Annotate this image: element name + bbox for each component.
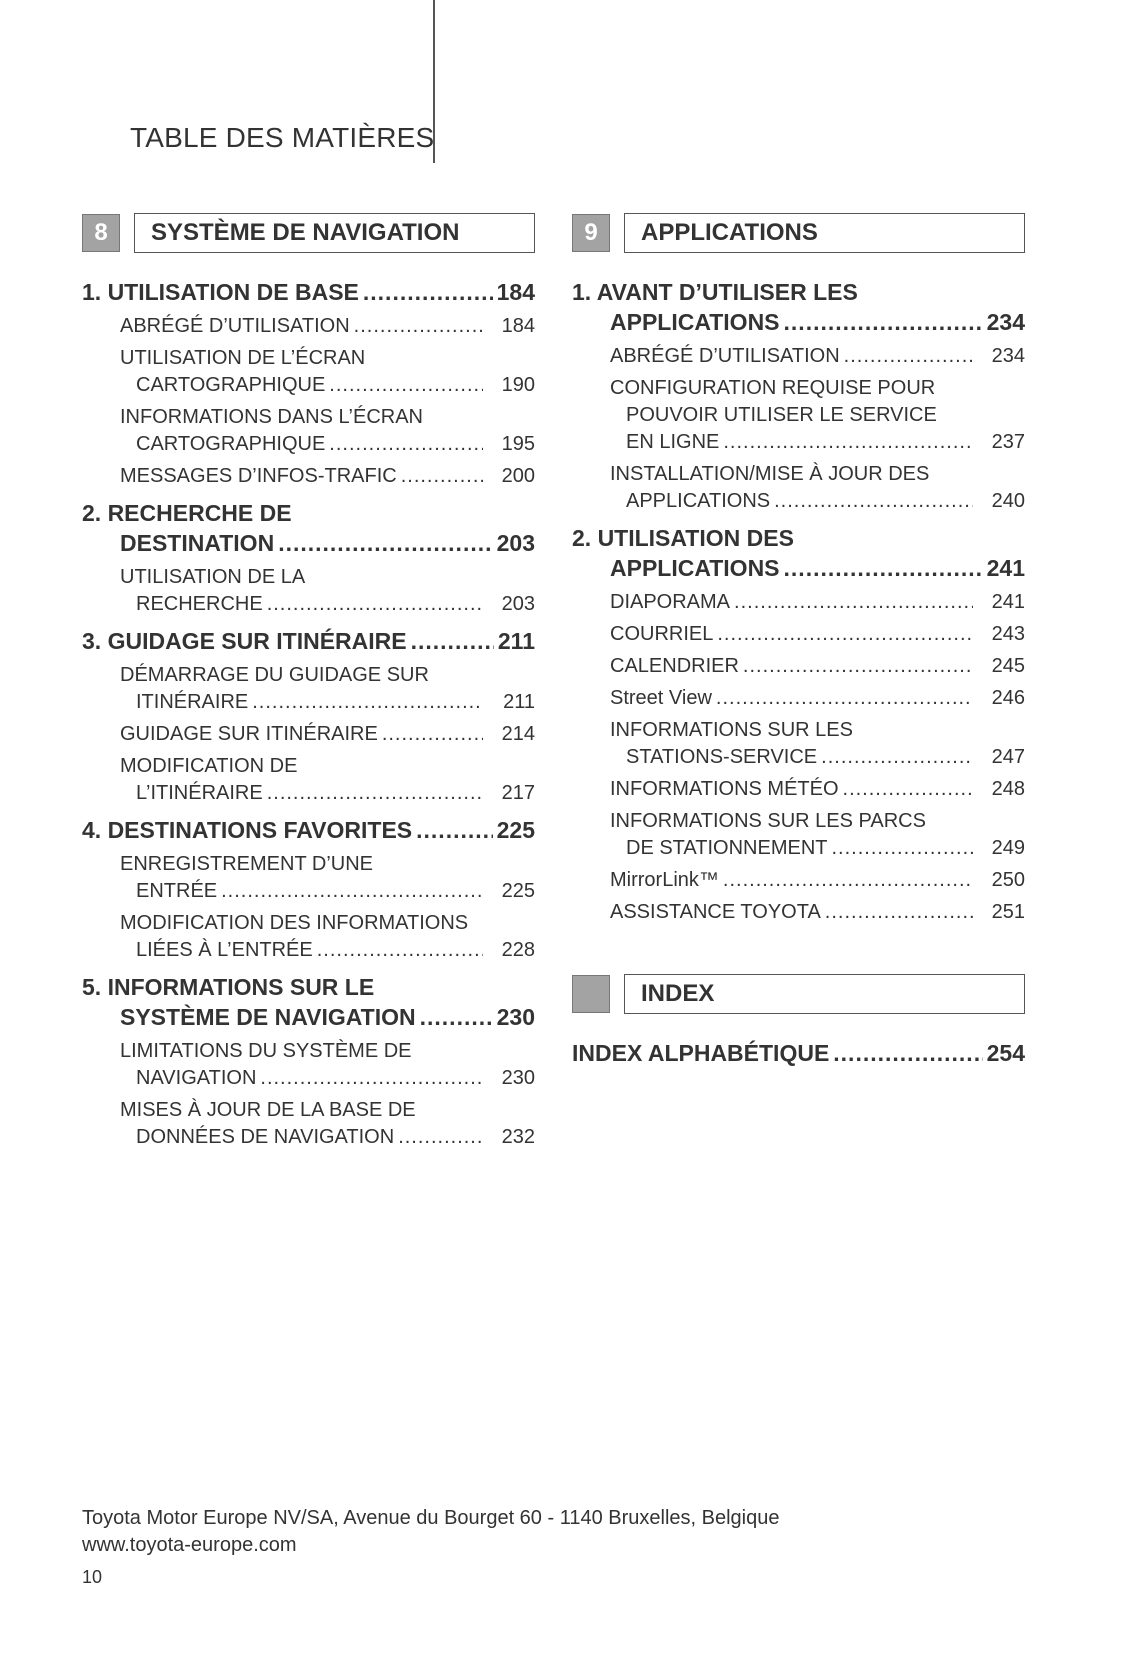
toc-item-text: ITINÉRAIRE	[136, 691, 249, 713]
chapter-title: APPLICATIONS	[610, 555, 780, 581]
toc-item[interactable]	[120, 564, 535, 618]
section-header-navigation	[82, 213, 535, 253]
toc-item-row	[610, 488, 1025, 515]
toc-item-text-line: INFORMATIONS SUR LES	[610, 719, 853, 741]
leader-dots	[717, 621, 973, 648]
toc-item-text: EN LIGNE	[626, 431, 720, 453]
toc-item-text: RECHERCHE	[136, 593, 263, 615]
toc-item-row	[120, 463, 535, 490]
leader-dots	[401, 463, 483, 490]
toc-item-text: ASSISTANCE TOYOTA	[610, 901, 821, 923]
chapter-title: 4. DESTINATIONS FAVORITES	[82, 817, 413, 843]
chapter-title: 3. GUIDAGE SUR ITINÉRAIRE	[82, 628, 407, 654]
toc-item[interactable]	[120, 721, 535, 748]
page-title: TABLE DES MATIÈRES	[130, 122, 435, 153]
leader-dots	[734, 589, 973, 616]
leader-dots	[844, 343, 973, 370]
toc-item-row	[120, 313, 535, 340]
leader-dots	[267, 780, 483, 807]
toc-item-page-number: 248	[991, 778, 1025, 800]
toc-item-page-number: 237	[991, 431, 1025, 453]
toc-item[interactable]	[120, 313, 535, 340]
toc-item-row	[610, 744, 1025, 771]
toc-item-page-number: 203	[501, 593, 535, 615]
chapter-heading[interactable]	[82, 815, 535, 845]
leader-dots	[317, 937, 483, 964]
chapter-heading[interactable]	[82, 528, 535, 558]
toc-item[interactable]	[610, 808, 1025, 862]
leader-dots	[420, 1002, 493, 1032]
toc-item-page-number: 200	[501, 465, 535, 487]
toc-item-page-number: 247	[991, 746, 1025, 768]
toc-item-text: DE STATIONNEMENT	[626, 837, 828, 859]
chapter	[82, 815, 535, 964]
chapter	[82, 277, 535, 490]
leader-dots	[416, 815, 492, 845]
toc-item[interactable]	[120, 1038, 535, 1092]
toc-item-page-number: 246	[991, 687, 1025, 709]
leader-dots	[252, 689, 483, 716]
chapter-list	[572, 277, 1025, 926]
publisher-address: Toyota Motor Europe NV/SA, Avenue du Bourget 60 - 1140 Bruxelles, Belgique	[82, 1507, 780, 1529]
publisher-website[interactable]: www.toyota-europe.com	[82, 1534, 297, 1556]
leader-dots	[743, 653, 973, 680]
leader-dots	[784, 307, 983, 337]
item-list	[82, 662, 535, 807]
toc-item-text-line: UTILISATION DE L’ÉCRAN	[120, 347, 366, 369]
chapter-page-number: 211	[497, 628, 535, 654]
toc-item-row	[610, 653, 1025, 680]
chapter-heading-line: 2. RECHERCHE DE	[82, 500, 292, 526]
toc-item-text-line: ENREGISTREMENT D’UNE	[120, 853, 373, 875]
toc-item-row	[610, 343, 1025, 370]
publisher-footer	[82, 1505, 779, 1559]
toc-item-page-number: 234	[991, 345, 1025, 367]
toc-item-row	[610, 685, 1025, 712]
section-number-badge	[572, 975, 610, 1013]
leader-dots	[278, 528, 492, 558]
toc-item[interactable]	[120, 753, 535, 807]
toc-item-text: ENTRÉE	[136, 880, 218, 902]
toc-item-text: ABRÉGÉ D’UTILISATION	[120, 315, 350, 337]
toc-item-text: NAVIGATION	[136, 1067, 257, 1089]
toc-item-row	[120, 1124, 535, 1151]
leader-dots	[398, 1124, 483, 1151]
toc-item-text: INFORMATIONS MÉTÉO	[610, 778, 839, 800]
toc-item-row	[610, 899, 1025, 926]
toc-item-page-number: 225	[501, 880, 535, 902]
toc-item-text-line: POUVOIR UTILISER LE SERVICE	[626, 404, 937, 426]
toc-item-text: DIAPORAMA	[610, 591, 731, 613]
toc-item[interactable]	[610, 867, 1025, 894]
toc-item-row	[610, 867, 1025, 894]
leader-dots	[774, 488, 973, 515]
chapter-title: 1. UTILISATION DE BASE	[82, 279, 359, 305]
leader-dots	[716, 685, 973, 712]
toc-item[interactable]	[610, 343, 1025, 370]
leader-dots	[363, 277, 493, 307]
leader-dots	[354, 313, 483, 340]
toc-item-text-line: UTILISATION DE LA	[120, 566, 306, 588]
toc-item-text: ABRÉGÉ D’UTILISATION	[610, 345, 840, 367]
leader-dots	[825, 899, 973, 926]
leader-dots	[221, 878, 483, 905]
toc-item-page-number: 249	[991, 837, 1025, 859]
leader-dots	[329, 372, 483, 399]
toc-item[interactable]	[610, 653, 1025, 680]
leader-dots	[260, 1065, 483, 1092]
chapter-title: DESTINATION	[120, 530, 275, 556]
toc-item-row	[610, 429, 1025, 456]
chapter-heading[interactable]	[82, 1002, 535, 1032]
toc-item-text: STATIONS-SERVICE	[626, 746, 818, 768]
index-entry-page: 254	[986, 1040, 1025, 1066]
toc-item-row	[120, 591, 535, 618]
toc-item-page-number: 240	[991, 490, 1025, 512]
leader-dots	[382, 721, 483, 748]
leader-dots	[821, 744, 973, 771]
toc-item-text: MESSAGES D’INFOS-TRAFIC	[120, 465, 397, 487]
toc-item-page-number: 184	[501, 315, 535, 337]
toc-item-page-number: 228	[501, 939, 535, 961]
chapter	[82, 972, 535, 1151]
chapter-title: APPLICATIONS	[610, 309, 780, 335]
toc-item-page-number: 190	[501, 374, 535, 396]
section-header-applications	[572, 213, 1025, 253]
toc-item-text-line: MODIFICATION DES INFORMATIONS	[120, 912, 469, 934]
toc-item[interactable]	[120, 851, 535, 905]
toc-item-row	[610, 776, 1025, 803]
toc-item-text-line: INSTALLATION/MISE À JOUR DES	[610, 463, 930, 485]
toc-item-text: CALENDRIER	[610, 655, 739, 677]
toc-item[interactable]	[120, 463, 535, 490]
toc-item-page-number: 217	[501, 782, 535, 804]
toc-item-page-number: 250	[991, 869, 1025, 891]
toc-item-text: L’ITINÉRAIRE	[136, 782, 263, 804]
toc-item-row	[120, 1065, 535, 1092]
chapter-heading-line: 2. UTILISATION DES	[572, 525, 794, 551]
leader-dots	[831, 835, 973, 862]
chapter-heading[interactable]	[82, 626, 535, 656]
item-list	[572, 589, 1025, 926]
chapter-list	[82, 277, 535, 1151]
toc-item-text: MirrorLink™	[610, 869, 719, 891]
chapter-heading-line: 5. INFORMATIONS SUR LE	[82, 974, 375, 1000]
toc-item-page-number: 251	[991, 901, 1025, 923]
index-entry[interactable]	[572, 1038, 1025, 1068]
chapter-heading-line: 1. AVANT D’UTILISER LES	[572, 279, 858, 305]
toc-item[interactable]	[120, 662, 535, 716]
left-column	[82, 213, 535, 1156]
section-number-badge: 8	[82, 214, 120, 252]
item-list	[82, 1038, 535, 1151]
leader-dots	[267, 591, 483, 618]
chapter-title: SYSTÈME DE NAVIGATION	[120, 1004, 416, 1030]
chapter	[572, 277, 1025, 515]
toc-item[interactable]	[120, 345, 535, 399]
item-list	[82, 851, 535, 964]
toc-item-text-line: DÉMARRAGE DU GUIDAGE SUR	[120, 664, 429, 686]
chapter-heading[interactable]	[572, 307, 1025, 337]
toc-item[interactable]	[610, 717, 1025, 771]
toc-item-row	[120, 372, 535, 399]
toc-item-row	[120, 780, 535, 807]
toc-item-page-number: 211	[503, 691, 535, 713]
toc-item-row	[120, 721, 535, 748]
chapter-heading[interactable]	[82, 277, 535, 307]
leader-dots	[723, 867, 973, 894]
chapter	[572, 523, 1025, 926]
toc-item[interactable]	[610, 685, 1025, 712]
toc-item-row	[610, 589, 1025, 616]
leader-dots	[411, 626, 494, 656]
section-number-badge: 9	[572, 214, 610, 252]
section-title: SYSTÈME DE NAVIGATION	[134, 213, 535, 253]
toc-item[interactable]	[610, 461, 1025, 515]
chapter-heading[interactable]	[572, 553, 1025, 583]
chapter-page-number: 234	[986, 309, 1025, 335]
chapter-page-number: 241	[986, 555, 1025, 581]
toc-item-row	[120, 878, 535, 905]
leader-dots	[833, 1038, 982, 1068]
toc-item-text-line: INFORMATIONS SUR LES PARCS	[610, 810, 926, 832]
toc-item-row	[120, 689, 535, 716]
toc-item-text-line: CONFIGURATION REQUISE POUR	[610, 377, 936, 399]
toc-item-row	[610, 621, 1025, 648]
toc-item-row	[120, 431, 535, 458]
toc-item-text-line: LIMITATIONS DU SYSTÈME DE	[120, 1040, 412, 1062]
item-list	[572, 343, 1025, 515]
toc-item-text: GUIDAGE SUR ITINÉRAIRE	[120, 723, 378, 745]
toc-item-text: LIÉES À L’ENTRÉE	[136, 939, 313, 961]
item-list	[82, 564, 535, 618]
toc-item-row	[120, 937, 535, 964]
section-title: INDEX	[624, 974, 1025, 1014]
chapter-page-number: 203	[496, 530, 535, 556]
leader-dots	[843, 776, 973, 803]
page-number: 10	[82, 1567, 103, 1587]
toc-item-page-number: 232	[501, 1126, 535, 1148]
chapter	[82, 498, 535, 618]
toc-item[interactable]	[610, 776, 1025, 803]
toc-item-text: DONNÉES DE NAVIGATION	[136, 1126, 395, 1148]
index-entry-label: INDEX ALPHABÉTIQUE	[572, 1040, 830, 1066]
toc-item[interactable]	[120, 910, 535, 964]
section-title: APPLICATIONS	[624, 213, 1025, 253]
leader-dots	[784, 553, 983, 583]
chapter-page-number: 230	[496, 1004, 535, 1030]
toc-item-text: APPLICATIONS	[626, 490, 771, 512]
toc-item-page-number: 243	[991, 623, 1025, 645]
section-header-index	[572, 974, 1025, 1014]
toc-item-text-line: MODIFICATION DE	[120, 755, 298, 777]
toc-item[interactable]	[610, 589, 1025, 616]
toc-item[interactable]	[610, 375, 1025, 456]
chapter	[82, 626, 535, 807]
toc-item-row	[610, 835, 1025, 862]
leader-dots	[329, 431, 483, 458]
leader-dots	[723, 429, 973, 456]
toc-item[interactable]	[610, 621, 1025, 648]
right-column	[572, 213, 1025, 1068]
toc-item[interactable]	[610, 899, 1025, 926]
toc-item-page-number: 195	[501, 433, 535, 455]
toc-item-text: CARTOGRAPHIQUE	[136, 374, 326, 396]
toc-item-text: Street View	[610, 687, 712, 709]
toc-item-text-line: INFORMATIONS DANS L’ÉCRAN	[120, 406, 423, 428]
toc-item-page-number: 230	[501, 1067, 535, 1089]
toc-item-text: COURRIEL	[610, 623, 714, 645]
toc-item-page-number: 241	[991, 591, 1025, 613]
chapter-page-number: 225	[496, 817, 535, 843]
toc-item-text: CARTOGRAPHIQUE	[136, 433, 326, 455]
item-list	[82, 313, 535, 490]
toc-item[interactable]	[120, 404, 535, 458]
toc-item[interactable]	[120, 1097, 535, 1151]
toc-item-page-number: 245	[991, 655, 1025, 677]
toc-item-text-line: MISES À JOUR DE LA BASE DE	[120, 1099, 416, 1121]
chapter-page-number: 184	[496, 279, 535, 305]
toc-item-page-number: 214	[501, 723, 535, 745]
